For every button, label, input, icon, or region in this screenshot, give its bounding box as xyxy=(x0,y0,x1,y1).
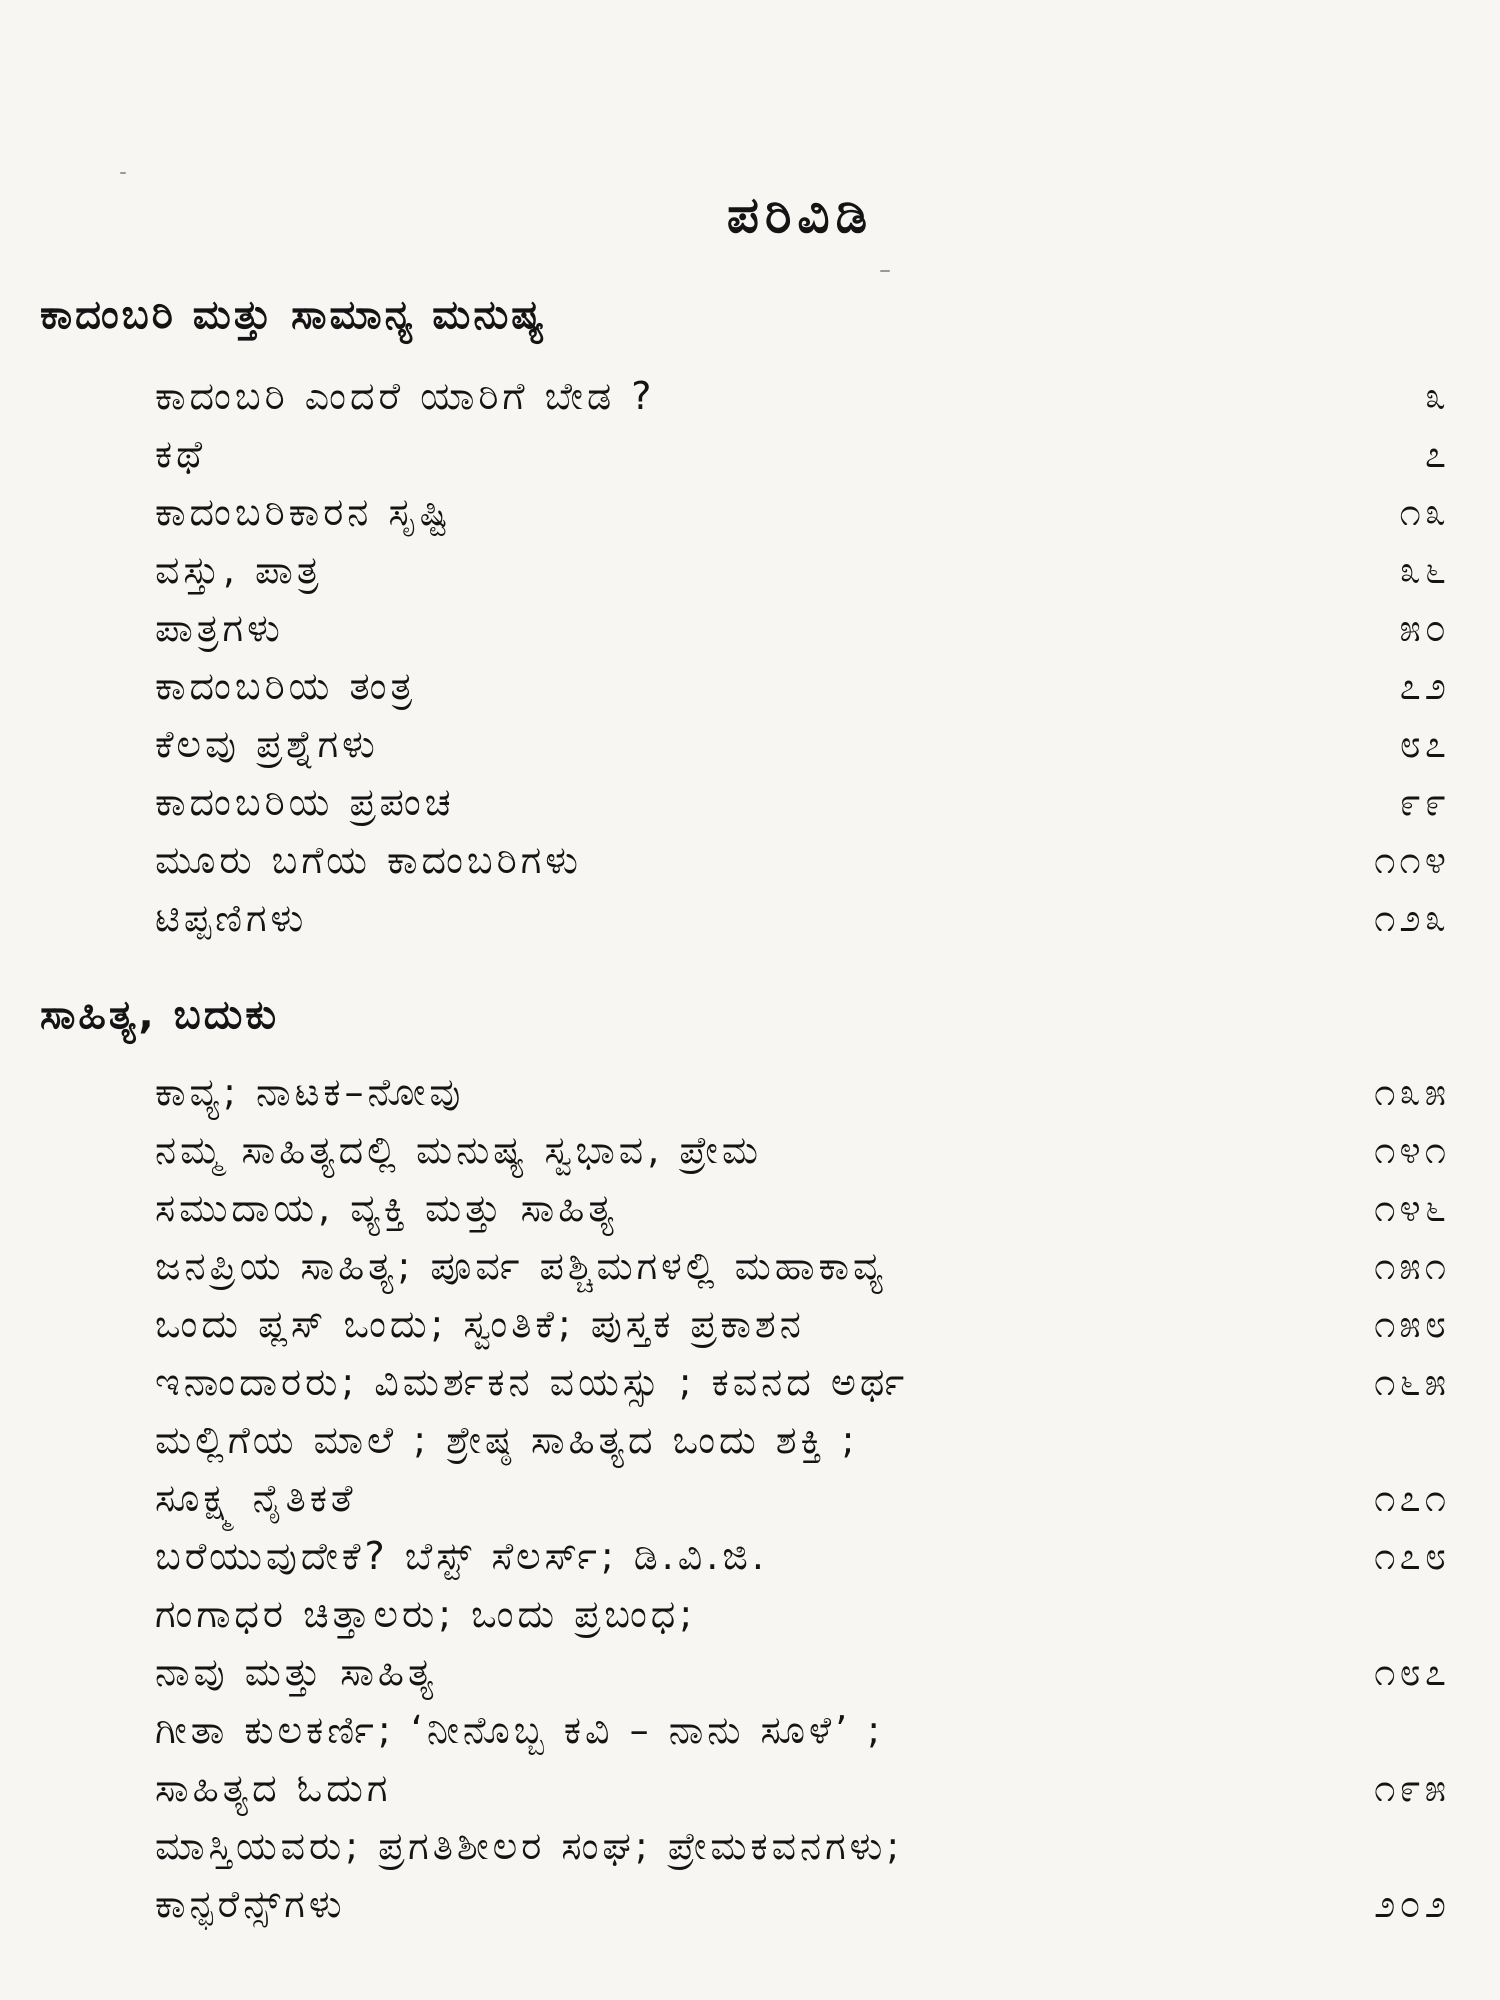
toc-entry xyxy=(155,1469,1455,1527)
toc-entry-title: ಕಾನ್ಫರೆನ್ಸ್‌ಗಳು xyxy=(155,1882,346,1926)
toc-entry-page: ೧೪೧ xyxy=(1374,1128,1450,1172)
toc-entry-page: ೧೯೫ xyxy=(1374,1766,1450,1810)
toc-entry xyxy=(155,657,1455,715)
toc-entry xyxy=(155,715,1455,773)
toc-entry-title: ಕಾದಂಬರಿಯ ಪ್ರಪಂಚ xyxy=(155,780,455,824)
toc-entry-page: ೨೦೨ xyxy=(1374,1882,1450,1926)
toc-entry xyxy=(155,1411,1455,1469)
toc-entry-title: ಕಥೆ xyxy=(155,432,207,476)
section-heading: ಸಾಹಿತ್ಯ, ಬದುಕು xyxy=(40,992,280,1038)
toc-entry-page: ೫೦ xyxy=(1399,606,1450,650)
toc-entry-page: ೧೫೮ xyxy=(1374,1302,1450,1346)
toc-entry-title: ನಮ್ಮ ಸಾಹಿತ್ಯದಲ್ಲಿ ಮನುಷ್ಯ ಸ್ವಭಾವ, ಪ್ರೇಮ xyxy=(155,1128,762,1172)
toc-entry-page: ೧೫೧ xyxy=(1374,1244,1450,1288)
toc-entry-title: ಒಂದು ಪ್ಲಸ್ ಒಂದು; ಸ್ವಂತಿಕೆ; ಪುಸ್ತಕ ಪ್ರಕಾಶನ xyxy=(155,1302,805,1346)
toc-entry xyxy=(155,1353,1455,1411)
toc-entry-title: ಬರೆಯುವುದೇಕೆ? ಬೆಸ್ಟ್ ಸೆಲರ್ಸ್; ಡಿ.ವಿ.ಜಿ. xyxy=(155,1534,768,1578)
toc-entry xyxy=(155,599,1455,657)
toc-entry-page: ೭ xyxy=(1424,432,1450,476)
toc-entry xyxy=(155,367,1455,425)
toc-entry xyxy=(155,1585,1455,1643)
toc-entry-title: ಕಾದಂಬರಿ ಎಂದರೆ ಯಾರಿಗೆ ಬೇಡ ? xyxy=(155,374,656,418)
toc-entry-title: ಮಲ್ಲಿಗೆಯ ಮಾಲೆ ; ಶ್ರೇಷ್ಠ ಸಾಹಿತ್ಯದ ಒಂದು ಶಕ್ತಿ ; xyxy=(155,1418,859,1462)
toc-entry-title: ಕಾದಂಬರಿಯ ತಂತ್ರ xyxy=(155,664,417,708)
toc-entry xyxy=(155,1237,1455,1295)
toc-entry-title: ಸೂಕ್ಷ್ಮ ನೈತಿಕತೆ xyxy=(155,1476,357,1520)
toc-entry-page: ೩ xyxy=(1424,374,1450,418)
toc-entry-title: ಕಾದಂಬರಿಕಾರನ ಸೃಷ್ಟಿ xyxy=(155,490,453,534)
toc-entry-title: ಮಾಸ್ತಿಯವರು; ಪ್ರಗತಿಶೀಲರ ಸಂಘ; ಪ್ರೇಮಕವನಗಳು; xyxy=(155,1824,904,1868)
toc-entry-page: ೩೬ xyxy=(1399,548,1450,592)
toc-entry xyxy=(155,773,1455,831)
toc-entry-page: ೧೬೫ xyxy=(1374,1360,1450,1404)
toc-entry xyxy=(155,1121,1455,1179)
toc-entry xyxy=(155,1701,1455,1759)
toc-entry-title: ಗಂಗಾಧರ ಚಿತ್ತಾಲರು; ಒಂದು ಪ್ರಬಂಧ; xyxy=(155,1592,697,1636)
toc-entry-page: ೧೧೪ xyxy=(1374,838,1450,882)
toc-entry-title: ಮೂರು ಬಗೆಯ ಕಾದಂಬರಿಗಳು xyxy=(155,838,582,882)
toc-entry-title: ಸಾಹಿತ್ಯದ ಓದುಗ xyxy=(155,1766,392,1810)
toc-entry xyxy=(155,889,1455,947)
toc-entry-title: ಗೀತಾ ಕುಲಕರ್ಣಿ; ‘ನೀನೊಬ್ಬ ಕವಿ – ನಾನು ಸೂಳೆ’ ; xyxy=(155,1708,885,1752)
toc-entry-page: ೭೨ xyxy=(1399,664,1450,708)
toc-entry xyxy=(155,1295,1455,1353)
toc-entry-page: ೧೪೬ xyxy=(1374,1186,1450,1230)
toc-entry xyxy=(155,483,1455,541)
toc-entry xyxy=(155,1759,1455,1817)
toc-entry xyxy=(155,541,1455,599)
toc-entry-page: ೧೮೭ xyxy=(1374,1650,1450,1694)
toc-entry-page: ೯೯ xyxy=(1399,780,1450,824)
toc-entry-title: ಕೆಲವು ಪ್ರಶ್ನೆಗಳು xyxy=(155,722,379,766)
toc-entry xyxy=(155,1643,1455,1701)
toc-entry-title: ಕಾವ್ಯ; ನಾಟಕ–ನೋವು xyxy=(155,1070,465,1114)
toc-entry xyxy=(155,1527,1455,1585)
toc-entry-title: ಪಾತ್ರಗಳು xyxy=(155,606,284,650)
paper-speck xyxy=(120,172,126,174)
toc-entry-title: ಟಿಪ್ಪಣಿಗಳು xyxy=(155,896,308,940)
toc-entry-page: ೧೨೩ xyxy=(1374,896,1450,940)
toc-entry-title: ಸಮುದಾಯ, ವ್ಯಕ್ತಿ ಮತ್ತು ಸಾಹಿತ್ಯ xyxy=(155,1186,618,1230)
toc-entry xyxy=(155,1179,1455,1237)
toc-entry xyxy=(155,1875,1455,1933)
toc-entry xyxy=(155,831,1455,889)
toc-entry-title: ಇನಾಂದಾರರು; ವಿಮರ್ಶಕನ ವಯಸ್ಸು ; ಕವನದ ಅರ್ಥ xyxy=(155,1360,909,1404)
toc-entry-page: ೮೭ xyxy=(1399,722,1450,766)
toc-entry-title: ವಸ್ತು, ಪಾತ್ರ xyxy=(155,548,323,592)
toc-entry xyxy=(155,1817,1455,1875)
toc-entry xyxy=(155,425,1455,483)
toc-entry-page: ೧೩೫ xyxy=(1374,1070,1450,1114)
page-title: ಪರಿವಿಡಿ xyxy=(726,186,874,244)
paper-speck xyxy=(880,270,890,272)
toc-entry-page: ೧೩ xyxy=(1399,490,1450,534)
section-heading: ಕಾದಂಬರಿ ಮತ್ತು ಸಾಮಾನ್ಯ ಮನುಷ್ಯ xyxy=(40,292,548,338)
toc-entry-title: ನಾವು ಮತ್ತು ಸಾಹಿತ್ಯ xyxy=(155,1650,438,1694)
toc-entry-page: ೧೭೧ xyxy=(1374,1476,1450,1520)
toc-entry xyxy=(155,1063,1455,1121)
toc-entry-title: ಜನಪ್ರಿಯ ಸಾಹಿತ್ಯ; ಪೂರ್ವ ಪಶ್ಚಿಮಗಳಲ್ಲಿ ಮಹಾಕಾವ್ಯ xyxy=(155,1244,887,1288)
toc-entry-page: ೧೭೮ xyxy=(1374,1534,1450,1578)
